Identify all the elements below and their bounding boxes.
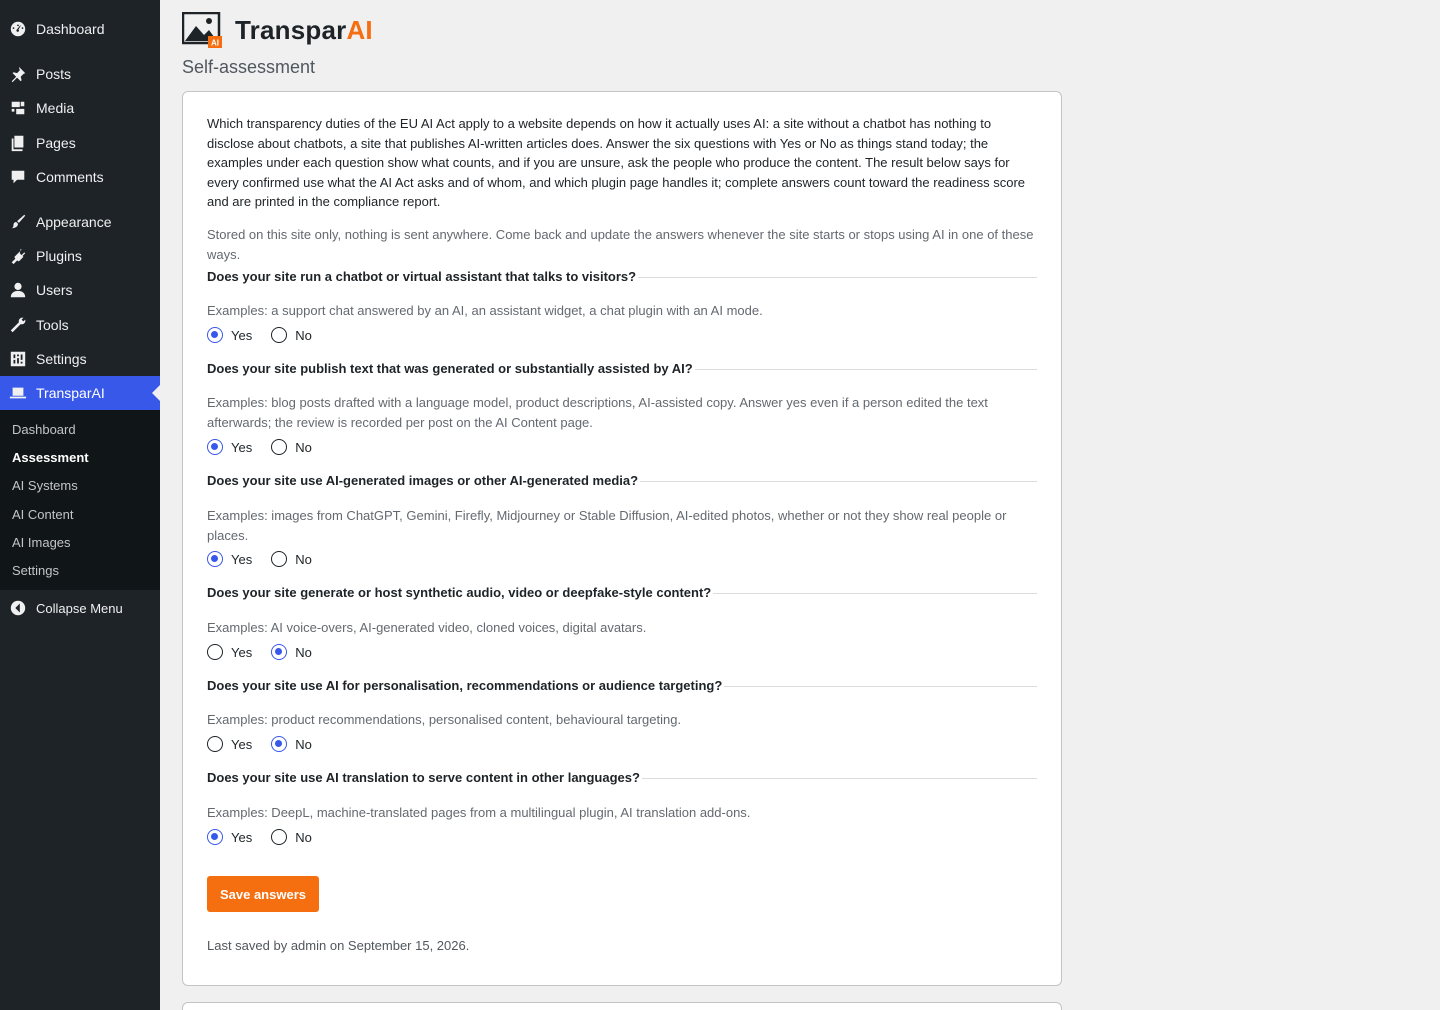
menu-plugins[interactable] bbox=[0, 239, 160, 273]
question-2-options bbox=[207, 439, 331, 455]
question-1-no-radio[interactable] bbox=[271, 327, 287, 343]
yes-label[interactable]: Yes bbox=[231, 327, 253, 343]
question-6-no-radio[interactable] bbox=[271, 829, 287, 845]
no-label[interactable]: No bbox=[295, 829, 312, 845]
collapse-menu-label: Collapse Menu bbox=[36, 600, 123, 616]
question-2-title: Does your site publish text that was generated or substantially assisted by AI? bbox=[207, 361, 693, 376]
user-icon bbox=[0, 281, 36, 299]
question-1-examples: Examples: a support chat answered by an AI, an assistant widget, a chat plugin with an AI mode. bbox=[207, 303, 763, 318]
question-1-title: Does your site run a chatbot or virtual assistant that talks to visitors? bbox=[207, 269, 637, 284]
question-1-options bbox=[207, 327, 331, 343]
question-4-options bbox=[207, 644, 331, 660]
question-6-options bbox=[207, 829, 331, 845]
question-6-examples: Examples: DeepL, machine-translated pages from a multilingual plugin, AI translation add-ons. bbox=[207, 805, 751, 820]
menu-settings[interactable] bbox=[0, 342, 160, 376]
menu-label: Settings bbox=[36, 351, 87, 367]
question-4-examples: Examples: AI voice-overs, AI-generated video, cloned voices, digital avatars. bbox=[207, 620, 647, 635]
submenu-assessment[interactable]: Assessment bbox=[12, 450, 89, 465]
menu-label: Users bbox=[36, 282, 73, 298]
question-5-title: Does your site use AI for personalisation, recommendations or audience targeting? bbox=[207, 678, 723, 693]
pin-icon bbox=[0, 65, 36, 83]
question-3-examples: Examples: images from ChatGPT, Gemini, Firefly, Midjourney or Stable Diffusion, AI-edited photos, whether or not they show real people or places. bbox=[207, 508, 1007, 543]
menu-users[interactable] bbox=[0, 273, 160, 307]
media-icon bbox=[0, 99, 36, 117]
menu-label: Plugins bbox=[36, 248, 82, 264]
last-saved-text: Last saved by admin on September 15, 2026. bbox=[207, 938, 470, 953]
save-answers-button[interactable]: Save answers bbox=[207, 876, 319, 912]
question-3-no-radio[interactable] bbox=[271, 551, 287, 567]
submenu-dashboard[interactable]: Dashboard bbox=[12, 422, 76, 437]
brand-name-main: Transpar bbox=[235, 14, 347, 45]
yes-label[interactable]: Yes bbox=[231, 439, 253, 455]
no-label[interactable]: No bbox=[295, 327, 312, 343]
plug-icon bbox=[0, 247, 36, 265]
question-1-yes-radio[interactable] bbox=[207, 327, 223, 343]
brand-header bbox=[182, 12, 373, 48]
question-3-yes-radio[interactable] bbox=[207, 551, 223, 567]
admin-sidebar bbox=[0, 0, 160, 1010]
menu-posts[interactable] bbox=[0, 57, 160, 91]
question-2-yes-radio[interactable] bbox=[207, 439, 223, 455]
question-2-examples: Examples: blog posts drafted with a language model, product descriptions, AI-assisted copy. Answer yes even if a person edited the text afterwards; the review is recorded per post on the AI Content page. bbox=[207, 395, 988, 430]
question-3-title: Does your site use AI-generated images or other AI-generated media? bbox=[207, 473, 639, 488]
question-5-examples: Examples: product recommendations, personalised content, behavioural targeting. bbox=[207, 712, 682, 727]
menu-pages[interactable] bbox=[0, 126, 160, 160]
no-label[interactable]: No bbox=[295, 644, 312, 660]
menu-label: Tools bbox=[36, 317, 69, 333]
yes-label[interactable]: Yes bbox=[231, 644, 253, 660]
menu-media[interactable] bbox=[0, 91, 160, 125]
menu-tools[interactable] bbox=[0, 308, 160, 342]
wrench-icon bbox=[0, 316, 36, 334]
results-card bbox=[182, 1002, 1062, 1010]
question-6-title: Does your site use AI translation to serve content in other languages? bbox=[207, 770, 640, 785]
collapse-menu-button[interactable] bbox=[0, 591, 160, 625]
question-5-yes-radio[interactable] bbox=[207, 736, 223, 752]
menu-label: Posts bbox=[36, 66, 72, 82]
pages-icon bbox=[0, 134, 36, 152]
question-4-no-radio[interactable] bbox=[271, 644, 287, 660]
brand-name bbox=[235, 15, 373, 46]
question-4-yes-radio[interactable] bbox=[207, 644, 223, 660]
intro-text: Which transparency duties of the EU AI Act apply to a website depends on how it actually uses AI: a site without a chatbot has nothing to disclose about chatbots, a site that publishes AI-written articles does. Answer the six questions with Yes or No as things stand today; the examples under each question show what counts, and if you are unsure, ask the people who produce the content. The result below says for every confirmed use what the AI Act asks and of whom, and which plugin page handles it; complete answers count toward the readiness score and are printed in the compliance report. bbox=[207, 116, 1026, 209]
transparai-submenu bbox=[0, 410, 160, 590]
brand-name-accent: AI bbox=[346, 14, 373, 45]
question-5-no-radio[interactable] bbox=[271, 736, 287, 752]
yes-label[interactable]: Yes bbox=[231, 551, 253, 567]
brush-icon bbox=[0, 213, 36, 231]
no-label[interactable]: No bbox=[295, 736, 312, 752]
assessment-card bbox=[182, 91, 1062, 986]
menu-label: Dashboard bbox=[36, 21, 105, 37]
question-6-yes-radio[interactable] bbox=[207, 829, 223, 845]
sliders-icon bbox=[0, 350, 36, 368]
logo-badge-text: AI bbox=[211, 38, 219, 48]
menu-transparai[interactable] bbox=[0, 376, 160, 410]
yes-label[interactable]: Yes bbox=[231, 829, 253, 845]
menu-label: Media bbox=[36, 100, 75, 116]
menu-appearance[interactable] bbox=[0, 205, 160, 239]
collapse-icon bbox=[0, 599, 36, 617]
submenu-ai-content[interactable]: AI Content bbox=[12, 507, 74, 522]
question-5-options bbox=[207, 736, 331, 752]
menu-dashboard[interactable] bbox=[0, 12, 160, 46]
comment-icon bbox=[0, 168, 36, 186]
storage-note: Stored on this site only, nothing is sent anywhere. Come back and update the answers whenever the site starts or stops using AI in one of these ways. bbox=[207, 227, 1034, 262]
menu-comments[interactable] bbox=[0, 160, 160, 194]
menu-label: Comments bbox=[36, 169, 104, 185]
submenu-ai-images[interactable]: AI Images bbox=[12, 535, 71, 550]
no-label[interactable]: No bbox=[295, 551, 312, 567]
menu-label: Appearance bbox=[36, 214, 112, 230]
yes-label[interactable]: Yes bbox=[231, 736, 253, 752]
submenu-ai-systems[interactable]: AI Systems bbox=[12, 478, 78, 493]
brand-logo-icon bbox=[182, 12, 222, 48]
no-label[interactable]: No bbox=[295, 439, 312, 455]
question-3-options bbox=[207, 551, 331, 567]
menu-label: TransparAI bbox=[36, 385, 105, 401]
submenu-settings[interactable]: Settings bbox=[12, 563, 59, 578]
laptop-icon bbox=[0, 384, 36, 402]
page-title: Self-assessment bbox=[182, 57, 316, 77]
question-2-no-radio[interactable] bbox=[271, 439, 287, 455]
menu-label: Pages bbox=[36, 135, 76, 151]
question-4-title: Does your site generate or host synthetic audio, video or deepfake-style content? bbox=[207, 585, 712, 600]
dashboard-icon bbox=[0, 20, 36, 38]
